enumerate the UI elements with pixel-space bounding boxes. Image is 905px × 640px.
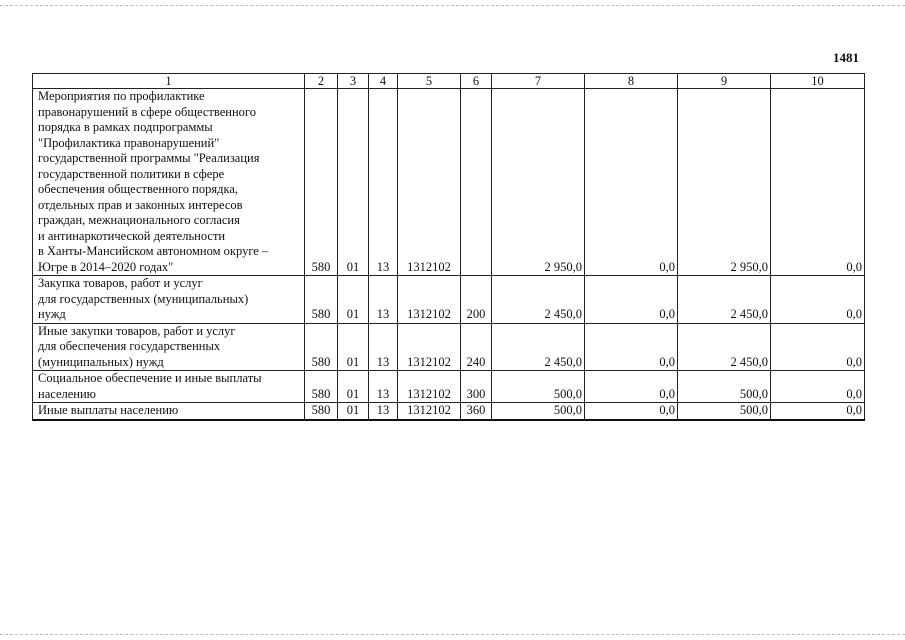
header-cell: 3 [338,74,369,89]
cell-col5: 1312102 [398,89,461,276]
table-row [33,276,865,324]
cell-col9: 500,0 [678,371,771,403]
cell-col6: 360 [461,403,492,420]
cell-col2: 580 [305,276,338,324]
cell-col5: 1312102 [398,403,461,420]
cell-col8: 0,0 [585,403,678,420]
cell-col3: 01 [338,276,369,324]
page-number: 1481 [833,50,859,65]
budget-table [32,73,865,421]
cell-col9: 500,0 [678,403,771,420]
scan-edge-bottom [0,634,905,636]
cell-col8: 0,0 [585,371,678,403]
cell-col8: 0,0 [585,323,678,371]
cell-col4: 13 [369,403,398,420]
row-description: Мероприятия по профилактике правонарушений в сфере общественного порядка в рамках подпрограммы "Профилактика правонарушений" государственной программы "Реализация государственной политики в сфере обеспечения общественного порядка, отдельных прав и законных интересов граждан, межнационального согласия и антинаркотической деятельности в Ханты-Мансийском автономном округе – Югре в 2014–2020 годах" [33,89,305,276]
cell-col3: 01 [338,371,369,403]
cell-col5: 1312102 [398,323,461,371]
cell-col4: 13 [369,89,398,276]
cell-col10: 0,0 [771,371,865,403]
header-cell: 9 [678,74,771,89]
row-description: Иные выплаты населению [33,403,305,420]
header-row [33,74,865,89]
cell-col7: 2 450,0 [492,323,585,371]
header-cell: 7 [492,74,585,89]
table-row [33,403,865,420]
cell-col2: 580 [305,89,338,276]
cell-col9: 2 950,0 [678,89,771,276]
header-cell: 10 [771,74,865,89]
header-cell: 1 [33,74,305,89]
header-cell: 5 [398,74,461,89]
cell-col3: 01 [338,323,369,371]
cell-col4: 13 [369,276,398,324]
cell-col5: 1312102 [398,276,461,324]
header-cell: 8 [585,74,678,89]
cell-col8: 0,0 [585,89,678,276]
cell-col6 [461,89,492,276]
cell-col3: 01 [338,89,369,276]
cell-col3: 01 [338,403,369,420]
cell-col4: 13 [369,371,398,403]
cell-col2: 580 [305,323,338,371]
cell-col10: 0,0 [771,403,865,420]
header-cell: 6 [461,74,492,89]
cell-col7: 500,0 [492,371,585,403]
table-row [33,371,865,403]
cell-col10: 0,0 [771,89,865,276]
cell-col9: 2 450,0 [678,323,771,371]
table-row [33,89,865,276]
cell-col6: 300 [461,371,492,403]
row-description: Закупка товаров, работ и услуг для государственных (муниципальных) нужд [33,276,305,324]
scan-edge-top [0,5,905,7]
cell-col2: 580 [305,403,338,420]
cell-col4: 13 [369,323,398,371]
header-cell: 2 [305,74,338,89]
table-row [33,323,865,371]
cell-col6: 200 [461,276,492,324]
cell-col10: 0,0 [771,276,865,324]
cell-col2: 580 [305,371,338,403]
cell-col7: 500,0 [492,403,585,420]
row-description: Иные закупки товаров, работ и услуг для обеспечения государственных (муниципальных) нужд [33,323,305,371]
cell-col7: 2 950,0 [492,89,585,276]
cell-col5: 1312102 [398,371,461,403]
cell-col8: 0,0 [585,276,678,324]
cell-col7: 2 450,0 [492,276,585,324]
cell-col10: 0,0 [771,323,865,371]
row-description: Социальное обеспечение и иные выплаты населению [33,371,305,403]
cell-col6: 240 [461,323,492,371]
header-cell: 4 [369,74,398,89]
cell-col9: 2 450,0 [678,276,771,324]
